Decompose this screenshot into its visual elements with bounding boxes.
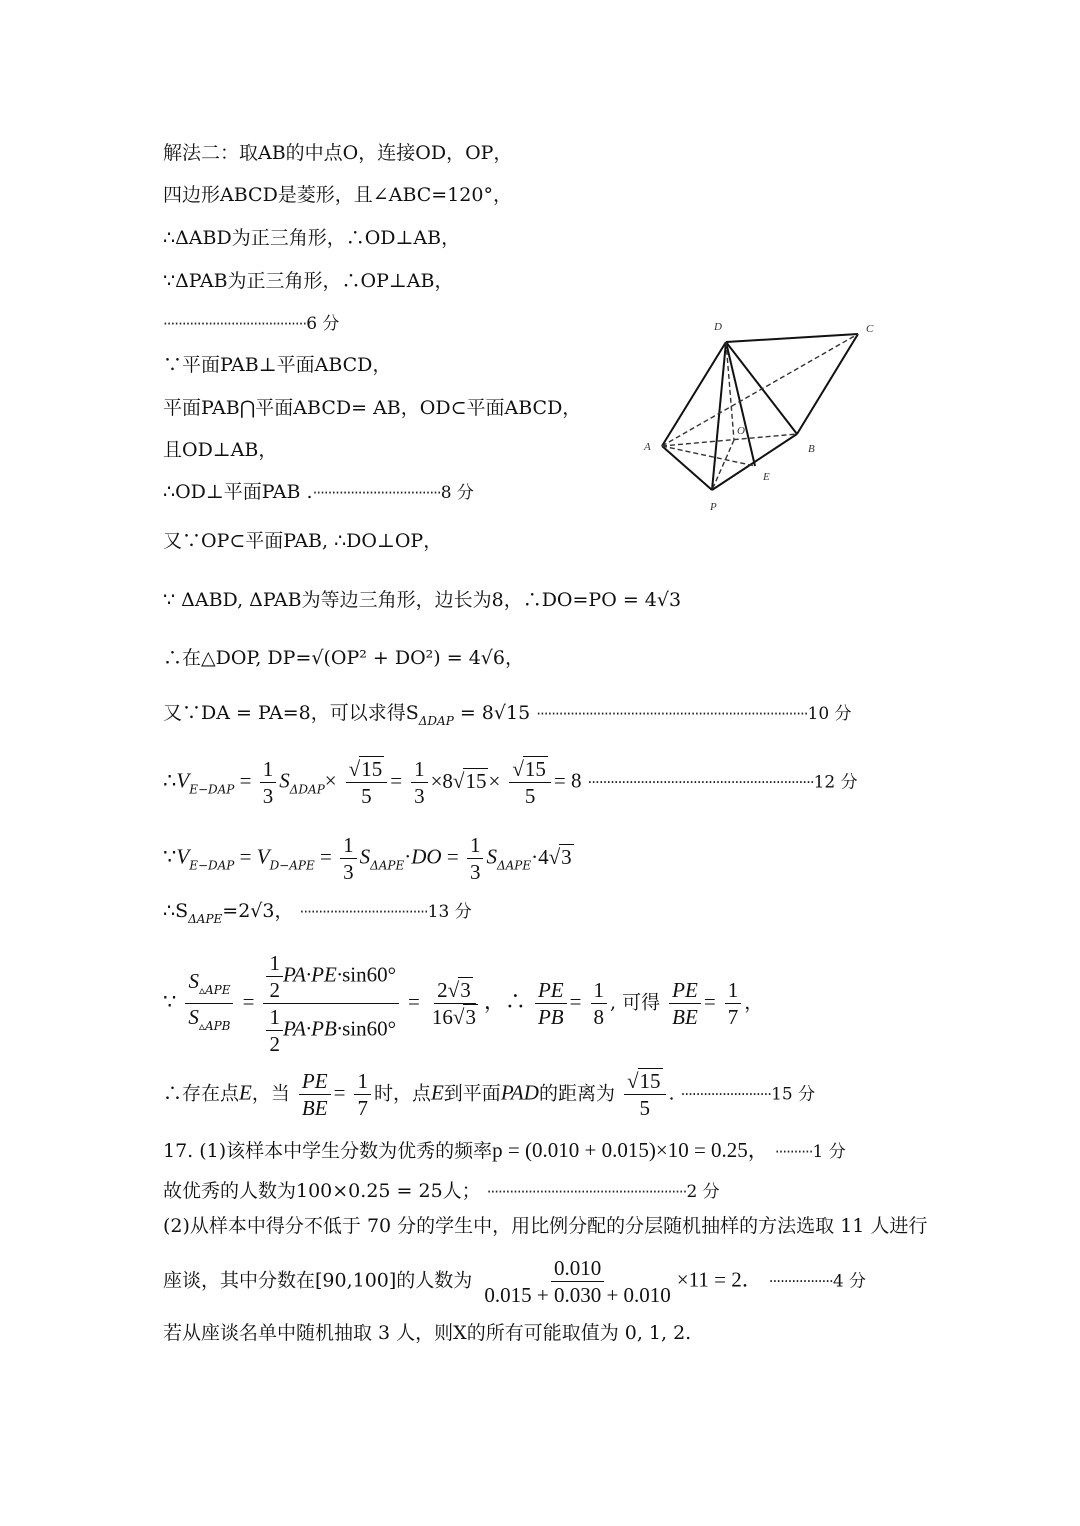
score-13: 13 分 bbox=[427, 902, 472, 922]
dot-leader: ·································· bbox=[299, 903, 428, 921]
dot-leader: ························ bbox=[680, 1085, 772, 1104]
solution-line-18: ∴存在点E，当 $\frac{PE}{BE}$ = $\frac{1}{7}$ 时，点E到平面PAD的距离为 $\frac{√15}{5}$ . ························15 分 bbox=[163, 1069, 816, 1120]
fraction-denominator: 0.015 + 0.030 + 0.010 bbox=[484, 1283, 671, 1307]
line-13-text: 又∵DA = PA=8，可以求得S bbox=[163, 702, 419, 724]
solution-line-3: ∴ΔABD为正三角形，∴OD⊥AB， bbox=[163, 227, 461, 249]
score-8: 8 分 bbox=[440, 483, 474, 503]
problem-17-text: 17. (1)该样本中学生分数为优秀的频率 bbox=[163, 1140, 493, 1162]
edge-ac-hidden bbox=[662, 334, 858, 446]
dot-leader: ········································································ bbox=[536, 705, 808, 723]
sampling-text: 座谈，其中分数在[90,100]的人数为 bbox=[163, 1269, 473, 1292]
solution-line-11: ∵ ΔABD, ΔPAB为等边三角形，边长为8，∴DO=PO = 4√3 bbox=[163, 589, 682, 611]
dot-leader: ·································· bbox=[312, 484, 441, 502]
solution-line-7: 平面PAB⋂平面ABCD= AB，OD⊂平面ABCD， bbox=[163, 397, 582, 419]
score-6: 6 分 bbox=[306, 314, 340, 334]
solution-line-6: ∵平面PAB⊥平面ABCD， bbox=[163, 354, 392, 376]
solution-line-13 bbox=[163, 700, 852, 734]
label-b: B bbox=[808, 443, 815, 455]
line-16-value: =2√3， bbox=[222, 900, 294, 922]
line-13-value: = 8√15 bbox=[453, 702, 531, 724]
frequency-formula: p = (0.010 + 0.015)×10 = 0.25， bbox=[492, 1138, 769, 1162]
solution-line-10: 又∵OP⊂平面PAB, ∴DO⊥OP， bbox=[163, 530, 443, 552]
label-o: O bbox=[737, 425, 745, 437]
score-2: 2 分 bbox=[686, 1182, 720, 1202]
label-c: C bbox=[866, 323, 874, 335]
edge-pb bbox=[712, 434, 797, 490]
fraction-numerator: 0.010 bbox=[551, 1255, 604, 1282]
problem-17-line-2 bbox=[163, 1178, 720, 1205]
score-12: 12 分 bbox=[813, 772, 858, 793]
problem-17-line-5: 若从座谈名单中随机抽取 3 人，则X的所有可能取值为 0, 1, 2. bbox=[163, 1322, 692, 1344]
count-text: 故优秀的人数为100×0.25 = 25人； bbox=[163, 1180, 481, 1202]
edge-ap bbox=[662, 446, 712, 490]
problem-17-line-3: (2)从样本中得分不低于 70 分的学生中，用比例分配的分层随机抽样的方法选取 11 人进行 bbox=[163, 1215, 928, 1237]
solution-line-5 bbox=[163, 310, 339, 337]
label-d: D bbox=[714, 321, 722, 333]
pyramid-figure bbox=[640, 318, 900, 518]
solution-line-17: ∵ $\frac{S_{▵APE}}{S_{▵APB}}$ = $\frac{1}{2}$ PA·PE·sin60° $\frac{1}{2}$ PA·PB·sin60° = $\frac{2√3}{16√3}$ ，∴ $\frac{PE}{PB}$ = $\frac{1}{8}$ , 可得 $\frac{PE}{BE}$ = $\frac{1}{7}$ ， bbox=[163, 951, 764, 1056]
solution-line-12: ∴在△DOP, DP=√(OP² + DO²) = 4√6， bbox=[163, 647, 524, 669]
score-1: 1 分 bbox=[812, 1142, 846, 1162]
dot-leader: ················· bbox=[768, 1272, 833, 1291]
solution-line-8: 且OD⊥AB， bbox=[163, 439, 278, 461]
score-4: 4 分 bbox=[832, 1271, 867, 1292]
dot-leader: ···························································· bbox=[587, 773, 814, 792]
solution-line-14: $\therefore V_{E-DAP}$ = $\frac{1}{3}$ $S_{\Delta DAP}\times$ $\frac{√15}{5}$ = $\frac{1}{3}$ ×8√15× $\frac{√15}{5}$ = 8 ····························································12 分 bbox=[163, 757, 858, 808]
score-10: 10 分 bbox=[807, 704, 852, 724]
solution-line-15: $\because V_{E-DAP} = V_{D-APE}$ = $\frac{1}{3}$ $S_{\Delta APE}\cdot DO$ = $\frac{1}{3}$ $S_{\Delta APE}\cdot 4√3$ bbox=[163, 833, 572, 884]
solution-line-2: 四边形ABCD是菱形，且∠ABC=120°， bbox=[163, 184, 512, 206]
edge-da bbox=[662, 342, 726, 446]
edge-cb bbox=[797, 334, 858, 434]
edge-dc bbox=[726, 334, 858, 342]
line-13-subscript: ΔDAP bbox=[418, 714, 454, 728]
dot-leader: ······································ bbox=[163, 315, 307, 333]
problem-17-line-4 bbox=[163, 1255, 866, 1308]
line-16-text: ∴S bbox=[163, 900, 189, 922]
solution-line-16 bbox=[163, 898, 472, 932]
solution-line-4: ∵ΔPAB为正三角形，∴OP⊥AB， bbox=[163, 270, 454, 292]
line-16-subscript: ΔAPE bbox=[188, 912, 223, 926]
line-9-text: ∴OD⊥平面PAB . bbox=[163, 481, 313, 503]
edge-ae-hidden bbox=[662, 446, 755, 466]
score-15: 15 分 bbox=[771, 1084, 816, 1105]
dot-leader: ····················································· bbox=[486, 1183, 687, 1201]
solution-line-1: 解法二：取AB的中点O，连接OD，OP， bbox=[163, 142, 513, 164]
solution-line-9 bbox=[163, 479, 474, 506]
label-a: A bbox=[644, 441, 651, 453]
problem-17-line-1 bbox=[163, 1137, 846, 1165]
dot-leader: ·········· bbox=[774, 1143, 813, 1161]
label-p: P bbox=[710, 501, 717, 513]
fraction-tail: ×11 = 2． bbox=[676, 1267, 763, 1292]
edge-ab-hidden bbox=[662, 434, 797, 446]
label-e: E bbox=[763, 471, 770, 483]
